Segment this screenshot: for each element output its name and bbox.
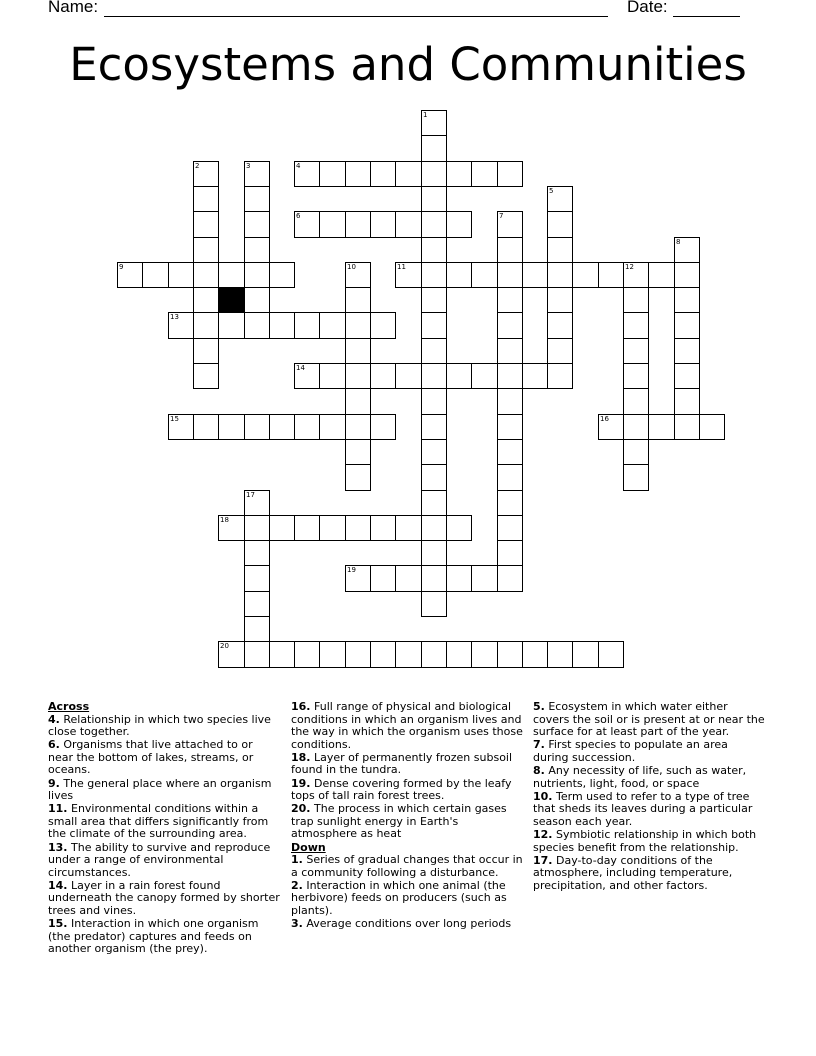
clue-number: 3 [246,162,251,170]
grid-cell[interactable] [497,338,523,364]
clue-number: 12 [625,263,634,271]
clue-item [533,765,765,790]
clue-item [291,752,523,777]
clue-item-number: 6. [48,738,60,752]
clue-item-text: Interaction in which one organism (the predator) captures and feeds on another organism (the prey). [48,917,259,956]
date-label: Date: [627,0,668,16]
clue-item-text: Organisms that live attached to or near the bottom of lakes, streams, or oceans. [48,738,254,777]
grid-cell[interactable] [572,641,599,668]
grid-cell[interactable] [497,414,523,440]
grid-cell[interactable] [497,262,523,288]
grid-cell[interactable] [319,363,346,389]
clue-number: 19 [347,566,356,574]
grid-cell[interactable] [193,237,219,263]
grid-cell[interactable] [345,338,371,364]
clue-item [48,918,280,956]
grid-cell[interactable] [497,515,523,541]
grid-cell[interactable] [395,641,422,668]
page-title: Ecosystems and Communities [69,38,747,91]
clue-item-text: Interaction in which one animal (the herbivore) feeds on producers (such as plants). [291,878,507,917]
grid-cell[interactable] [319,641,346,668]
grid-cell[interactable] [319,515,346,541]
clue-item-number: 11. [48,802,68,816]
clue-item-number: 3. [291,917,303,931]
clue-item [291,880,523,918]
grid-cell[interactable] [699,414,725,440]
grid-cell[interactable] [497,464,523,491]
grid-cell[interactable] [623,363,649,389]
clue-item-number: 10. [533,789,553,803]
clue-item [533,855,765,893]
grid-cell[interactable] [421,414,447,440]
clue-number: 14 [296,364,305,372]
grid-cell[interactable] [395,262,422,288]
grid-cell[interactable] [244,515,270,541]
grid-cell[interactable] [193,414,219,440]
grid-cell[interactable] [244,262,270,288]
grid-cell[interactable] [598,641,624,668]
grid-cell[interactable] [497,540,523,566]
grid-cell[interactable] [193,312,219,339]
grid-cell[interactable] [193,186,219,212]
clue-item-number: 19. [291,776,311,790]
grid-cell[interactable] [522,262,548,288]
grid-cell[interactable] [244,591,270,617]
grid-cell[interactable] [471,262,498,288]
grid-cell[interactable] [244,490,270,516]
grid-cell[interactable] [572,262,599,288]
clue-item-text: Relationship in which two species live close together. [48,712,271,739]
grid-cell[interactable] [497,161,523,187]
grid-cell[interactable] [345,287,371,313]
clue-item-number: 4. [48,712,60,726]
clue-number: 2 [195,162,200,170]
grid-cell[interactable] [168,414,194,440]
grid-cell[interactable] [497,237,523,263]
grid-cell[interactable] [421,515,447,541]
grid-cell[interactable] [218,262,245,288]
clue-item [48,842,280,880]
grid-cell[interactable] [674,338,700,364]
grid-cell[interactable] [244,414,270,440]
grid-cell[interactable] [598,414,624,440]
clue-item [291,918,523,931]
clue-number: 6 [296,212,301,220]
grid-cell[interactable] [193,211,219,238]
grid-cell[interactable] [547,312,573,339]
grid-cell[interactable] [421,237,447,263]
grid-cell[interactable] [471,363,498,389]
grid-cell[interactable] [674,287,700,313]
grid-cell[interactable] [193,363,219,389]
grid-cell[interactable] [446,262,472,288]
grid-cell[interactable] [218,414,245,440]
grid-cell[interactable] [674,363,700,389]
grid-cell[interactable] [395,211,422,238]
grid-cell[interactable] [497,439,523,465]
grid-cell[interactable] [142,262,169,288]
clue-item-text: Symbiotic relationship in which both species benefit from the relationship. [533,827,757,854]
grid-cell[interactable] [345,641,371,668]
grid-cell[interactable] [244,616,270,642]
clue-number: 7 [499,212,504,220]
grid-cell[interactable] [395,161,422,187]
grid-cell[interactable] [421,439,447,465]
grid-cell[interactable] [345,388,371,415]
grid-cell[interactable] [319,414,346,440]
clue-item-text: Ecosystem in which water either covers the soil or is present at or near the surface for at least part of the year. [533,700,765,739]
clue-item-number: 2. [291,878,303,892]
grid-cell[interactable] [547,287,573,313]
clue-item-number: 14. [48,878,68,892]
grid-black-cell [218,287,245,313]
clue-column-3 [533,701,765,893]
grid-cell[interactable] [193,262,219,288]
clue-number: 1 [423,111,428,119]
clue-item-number: 9. [48,776,60,790]
grid-cell[interactable] [421,287,447,313]
clue-heading-across: Across [48,700,90,713]
grid-cell[interactable] [547,211,573,238]
grid-cell[interactable] [370,363,396,389]
clue-item-number: 20. [291,802,311,816]
grid-cell[interactable] [421,186,447,212]
grid-cell[interactable] [648,414,675,440]
grid-cell[interactable] [395,363,422,389]
grid-cell[interactable] [446,161,472,187]
grid-cell[interactable] [244,565,270,592]
clue-item [291,803,523,841]
grid-cell[interactable] [370,312,396,339]
grid-cell[interactable] [674,388,700,415]
grid-cell[interactable] [294,414,320,440]
clue-item-number: 18. [291,750,311,764]
clue-number: 15 [170,415,179,423]
clue-number: 9 [119,263,124,271]
grid-cell[interactable] [623,312,649,339]
grid-cell[interactable] [294,515,320,541]
grid-cell[interactable] [623,414,649,440]
grid-cell[interactable] [522,641,548,668]
clue-item-number: 13. [48,840,68,854]
grid-cell[interactable] [218,312,245,339]
name-label: Name: [48,0,99,16]
grid-cell[interactable] [471,161,498,187]
clue-item-number: 17. [533,853,553,867]
grid-cell[interactable] [345,363,371,389]
clue-column-2 [291,701,523,931]
grid-cell[interactable] [421,135,447,162]
grid-cell[interactable] [421,363,447,389]
grid-cell[interactable] [547,363,573,389]
clue-item-number: 16. [291,700,311,713]
grid-cell[interactable] [421,591,447,617]
clue-item-number: 12. [533,827,553,841]
clue-item-text: Dense covering formed by the leafy tops of tall rain forest trees. [291,776,512,803]
grid-cell[interactable] [244,540,270,566]
grid-cell[interactable] [269,262,295,288]
grid-cell[interactable] [497,211,523,238]
clue-item-text: Full range of physical and biological conditions in which an organism lives and the way in which the organism uses those conditions. [291,700,523,751]
grid-cell[interactable] [421,490,447,516]
clue-item [533,701,765,739]
grid-cell[interactable] [345,161,371,187]
grid-cell[interactable] [421,161,447,187]
clue-number: 5 [549,187,554,195]
grid-cell[interactable] [547,338,573,364]
grid-cell[interactable] [497,363,523,389]
clue-number: 16 [600,415,609,423]
clue-number: 4 [296,162,301,170]
clue-number: 18 [220,516,229,524]
grid-cell[interactable] [370,414,396,440]
grid-cell[interactable] [370,515,396,541]
grid-cell[interactable] [547,641,573,668]
grid-cell[interactable] [395,565,422,592]
grid-cell[interactable] [244,312,270,339]
grid-cell[interactable] [244,161,270,187]
grid-cell[interactable] [395,515,422,541]
clue-item-number: 15. [48,917,68,931]
grid-cell[interactable] [421,464,447,491]
clue-number: 8 [676,238,681,246]
grid-cell[interactable] [244,287,270,313]
grid-cell[interactable] [446,515,472,541]
grid-cell[interactable] [522,363,548,389]
grid-cell[interactable] [218,641,245,668]
clue-item-text: Series of gradual changes that occur in a community following a disturbance. [291,853,523,879]
grid-cell[interactable] [421,641,447,668]
grid-cell[interactable] [471,565,498,592]
clue-item [533,739,765,764]
grid-cell[interactable] [294,211,320,238]
grid-cell[interactable] [244,186,270,212]
grid-cell[interactable] [446,641,472,668]
grid-cell[interactable] [294,312,320,339]
clue-item-text: Layer in a rain forest found underneath the canopy formed by shorter trees and vines. [48,878,280,917]
clue-item-text: Environmental conditions within a small area that differs significantly from the climate of the surrounding area. [48,802,269,841]
clue-number: 11 [397,263,406,271]
grid-cell[interactable] [345,312,371,339]
clue-item-text: First species to populate an area during succession. [533,738,728,764]
grid-cell[interactable] [244,237,270,263]
clue-item [48,880,280,918]
grid-cell[interactable] [218,515,245,541]
grid-cell[interactable] [497,312,523,339]
grid-cell[interactable] [446,565,472,592]
grid-cell[interactable] [370,641,396,668]
grid-cell[interactable] [421,565,447,592]
grid-cell[interactable] [193,287,219,313]
clue-item-text: Day-to-day conditions of the atmosphere, including temperature, precipitation, and other factors. [533,853,733,892]
grid-cell[interactable] [421,110,447,136]
grid-cell[interactable] [345,211,371,238]
grid-cell[interactable] [294,161,320,187]
grid-cell[interactable] [269,414,295,440]
grid-cell[interactable] [345,565,371,592]
grid-cell[interactable] [421,211,447,238]
grid-cell[interactable] [345,515,371,541]
grid-cell[interactable] [648,262,675,288]
grid-cell[interactable] [193,161,219,187]
grid-cell[interactable] [446,363,472,389]
clue-column-1 [48,701,280,956]
grid-cell[interactable] [117,262,143,288]
clue-item-text: The process in which certain gases trap sunlight energy in Earth's atmosphere as heat [291,802,507,841]
grid-cell[interactable] [497,641,523,668]
clue-item-number: 5. [533,700,545,713]
clue-item-number: 1. [291,853,303,867]
clue-number: 13 [170,313,179,321]
grid-cell[interactable] [674,414,700,440]
grid-cell[interactable] [598,262,624,288]
grid-cell[interactable] [269,312,295,339]
grid-cell[interactable] [269,515,295,541]
clue-item-text: Average conditions over long periods [302,917,512,931]
clue-item-text: Layer of permanently frozen subsoil found in the tundra. [291,750,513,777]
grid-cell[interactable] [345,439,371,465]
grid-cell[interactable] [674,312,700,339]
grid-cell[interactable] [294,363,320,389]
grid-cell[interactable] [421,338,447,364]
grid-cell[interactable] [421,388,447,415]
clue-number: 17 [246,491,255,499]
grid-cell[interactable] [244,641,270,668]
grid-cell[interactable] [547,237,573,263]
grid-cell[interactable] [319,312,346,339]
grid-cell[interactable] [421,312,447,339]
clue-item-text: The ability to survive and reproduce under a range of environmental circumstances. [48,840,271,879]
grid-cell[interactable] [497,565,523,592]
grid-cell[interactable] [319,211,346,238]
grid-cell[interactable] [674,262,700,288]
grid-cell[interactable] [370,565,396,592]
grid-cell[interactable] [623,464,649,491]
grid-cell[interactable] [623,388,649,415]
clue-number: 20 [220,642,229,650]
clue-heading-down: Down [291,840,326,854]
grid-cell[interactable] [446,211,472,238]
grid-cell[interactable] [497,287,523,313]
grid-cell[interactable] [547,262,573,288]
grid-cell[interactable] [294,641,320,668]
grid-cell[interactable] [345,464,371,491]
grid-cell[interactable] [623,287,649,313]
grid-cell[interactable] [497,490,523,516]
grid-cell[interactable] [193,338,219,364]
clue-item [48,778,280,803]
grid-cell[interactable] [421,262,447,288]
clue-item [291,701,523,751]
clue-item [533,791,765,829]
grid-cell[interactable] [471,641,498,668]
grid-cell[interactable] [623,262,649,288]
grid-cell[interactable] [623,338,649,364]
clue-number: 10 [347,263,356,271]
grid-cell[interactable] [269,641,295,668]
clue-item [533,829,765,854]
grid-cell[interactable] [370,161,396,187]
clue-item-text: Term used to refer to a type of tree that sheds its leaves during a particular season each year. [533,789,753,828]
clue-item [48,803,280,841]
grid-cell[interactable] [345,262,371,288]
grid-cell[interactable] [319,161,346,187]
grid-cell[interactable] [497,388,523,415]
grid-cell[interactable] [674,237,700,263]
clue-item [291,778,523,803]
grid-cell[interactable] [623,439,649,465]
grid-cell[interactable] [345,414,371,440]
clue-item [48,739,280,777]
grid-cell[interactable] [244,211,270,238]
clue-item-number: 8. [533,763,545,777]
grid-cell[interactable] [547,186,573,212]
clue-item-text: Any necessity of life, such as water, nutrients, light, food, or space [533,763,747,790]
clue-item [291,854,523,879]
grid-cell[interactable] [421,540,447,566]
clue-item-text: The general place where an organism lives [48,776,272,803]
grid-cell[interactable] [168,262,194,288]
grid-cell[interactable] [370,211,396,238]
grid-cell[interactable] [168,312,194,339]
clue-item-number: 7. [533,738,545,752]
clue-item [48,714,280,739]
